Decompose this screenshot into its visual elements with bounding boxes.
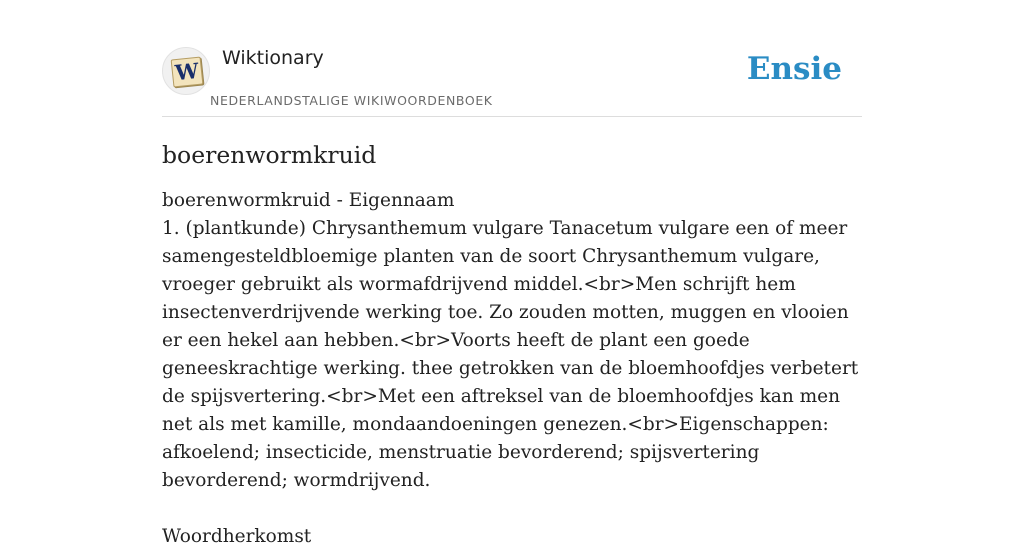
entry-title: boerenwormkruid <box>162 141 377 169</box>
site-header <box>162 44 862 117</box>
site-subtitle: NEDERLANDSTALIGE WIKIWOORDENBOEK <box>210 93 493 108</box>
entry-heading: boerenwormkruid - Eigennaam <box>162 190 455 211</box>
logo-letter: W <box>171 57 204 88</box>
section-heading-woordherkomst: Woordherkomst <box>162 526 312 547</box>
wiktionary-logo-icon[interactable] <box>162 47 210 95</box>
site-name[interactable]: Wiktionary <box>222 47 324 69</box>
entry-definition: 1. (plantkunde) Chrysanthemum vulgare Tanacetum vulgare een of meer samengesteldbloemige planten van de soort Chrysanthemum vulgare, vroeger gebruikt als wormafdrijvend middel.<br>Men schrijft hem insectenverdrijvende werking toe. Zo zouden motten, muggen en vlooien er een hekel aan hebben.<br>Voorts heeft de plant een goede geneeskrachtige werking. thee getrokken van de bloemhoofdjes verbetert de spijsvertering.<br>Met een aftreksel van de bloemhoofdjes kan men net als met kamille, mondaandoeningen genezen.<br>Eigenschappen: afkoelend; insecticide, menstruatie bevorderend; spijsvertering bevorderend; wormdrijvend. <box>162 218 859 491</box>
entry-content <box>162 138 862 551</box>
ensie-brand-link[interactable]: Ensie <box>746 51 842 87</box>
